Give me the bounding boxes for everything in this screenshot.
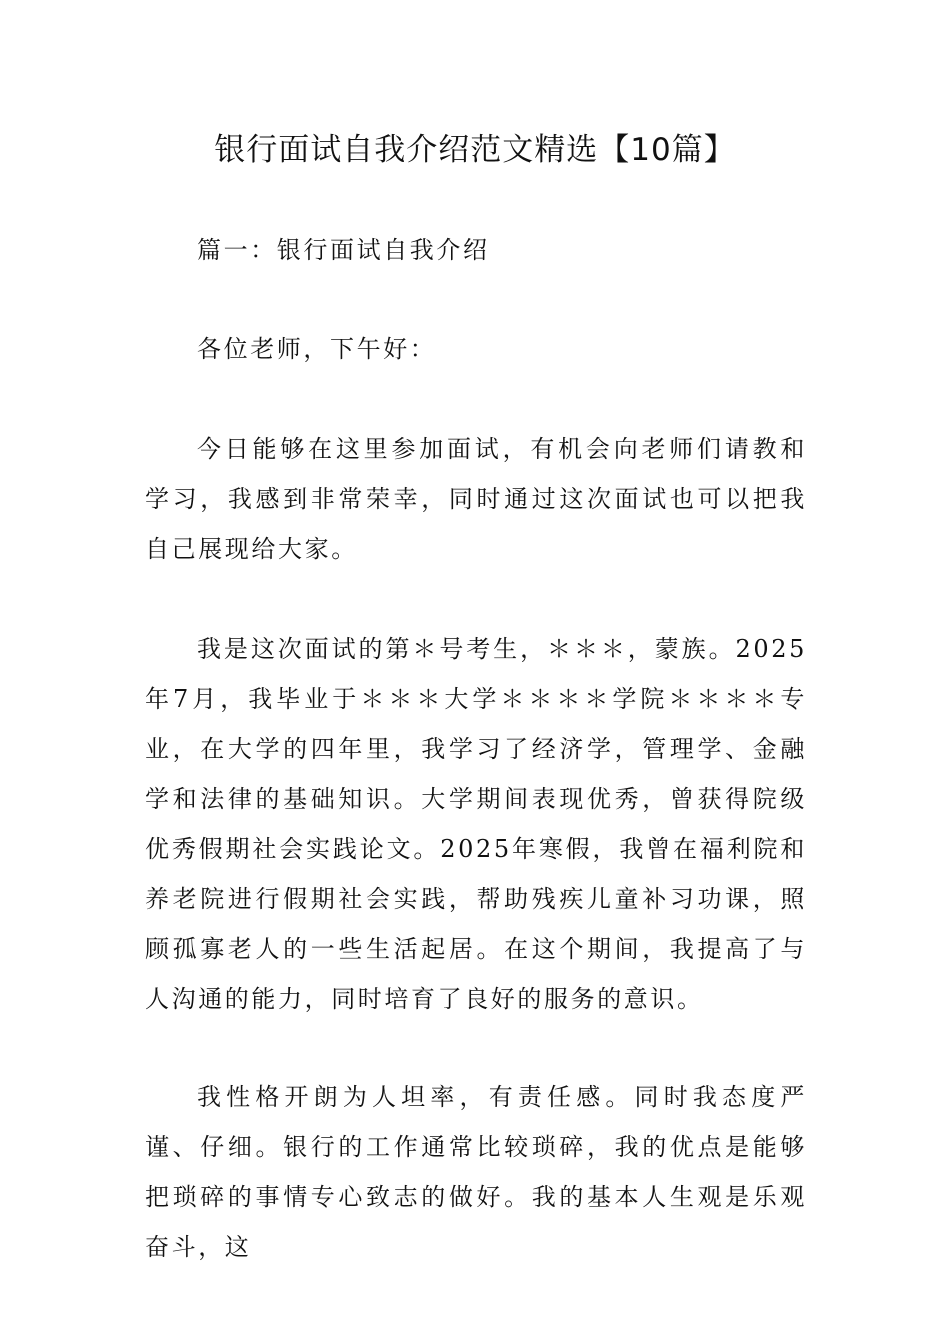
body-paragraph-3: 我性格开朗为人坦率，有责任感。同时我态度严谨、仔细。银行的工作通常比较琐碎，我的优点是能够把琐碎的事情专心致志的做好。我的基本人生观是乐观奋斗，这 bbox=[145, 1083, 807, 1261]
body-paragraph-1: 今日能够在这里参加面试，有机会向老师们请教和学习，我感到非常荣幸，同时通过这次面试也可以把我自己展现给大家。 bbox=[145, 435, 807, 563]
document-title: 银行面试自我介绍范文精选【10篇】 bbox=[214, 132, 736, 168]
section-heading: 篇一：银行面试自我介绍 bbox=[197, 236, 490, 264]
greeting-paragraph: 各位老师，下午好： bbox=[197, 335, 437, 363]
body-paragraph-2: 我是这次面试的第＊号考生，＊＊＊，蒙族。2025年7月，我毕业于＊＊＊大学＊＊＊＊学院＊＊＊＊专业，在大学的四年里，我学习了经济学，管理学、金融学和法律的基础知识。大学期间表现优秀，曾获得院级优秀假期社会实践论文。2025年寒假，我曾在福利院和养老院进行假期社会实践，帮助残疾儿童补习功课，照顾孤寡老人的一些生活起居。在这个期间，我提高了与人沟通的能力，同时培育了良好的服务的意识。 bbox=[145, 635, 807, 1013]
